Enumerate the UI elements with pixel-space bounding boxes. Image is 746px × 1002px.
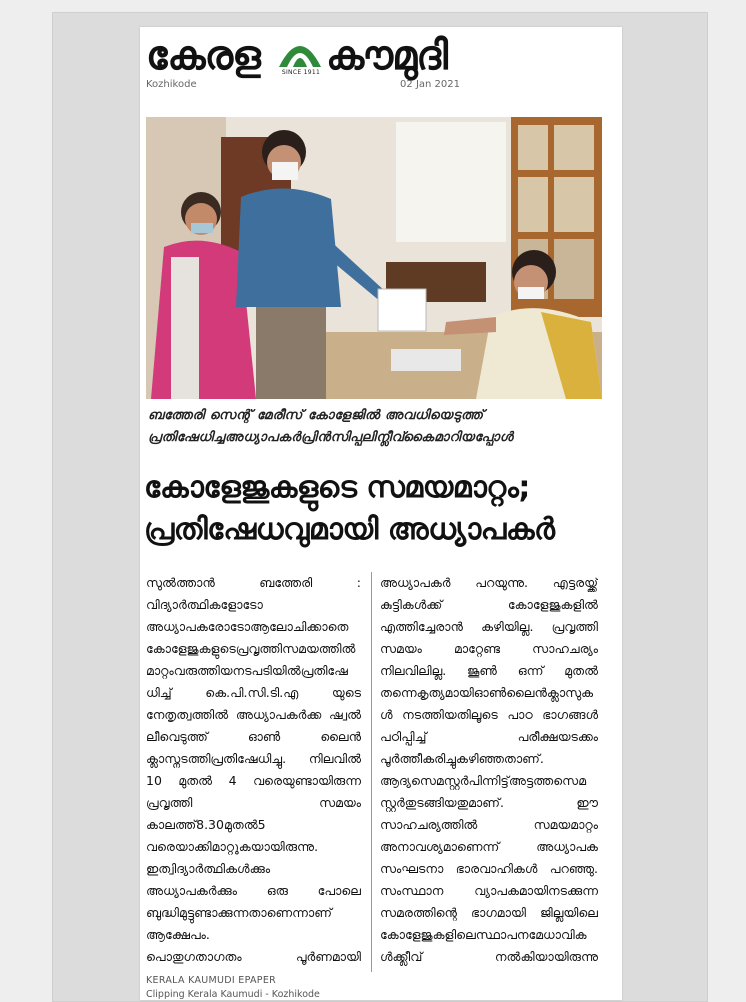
photo-caption xyxy=(148,405,604,449)
photo-caption-line1: ബത്തേരി സെന്റ് മേരീസ് കോളേജിൽ അവധിയെടുത്ത് xyxy=(148,408,484,423)
article-paragraph: സുൽത്താൻ ബത്തേരി : വിദ്യാർത്ഥികളോടോ അധ്യാപകരോടോആലോചിക്കാതെകോളേജുകളുടെപ്രവൃത്തിസമയത്തിൽമാറ്റംവരുത്തിയനടപടിയിൽപ്രതിഷേധിച്ച് കെ.പി.സി.ടി.എ യുടെ നേതൃത്വത്തിൽ അധ്യാപകർക്ക ഷ്വൽ ലീവെടുത്ത് ഓൺ ലൈൻ ക്ലാസ്നടത്തിപ്രതിഷേധിച്ചു. നിലവിൽ 10 മുതൽ 4 വരെയുണ്ടായിരുന്ന പ്രവൃത്തി സമയം കാലത്ത്8.30മുതൽ5 വരെയാക്കിമാറ്റുകയായിരുന്നു. ഇത്വിദ്യാർത്ഥികൾക്കും അധ്യാപകർക്കും ഒരു പോലെ ബുദ്ധിമുട്ടുണ്ടാക്കുന്നതാണെന്നാണ് ആക്ഷേപം. xyxy=(146,575,361,942)
headline-line2: പ്രതിഷേധവുമായി അധ്യാപകർ xyxy=(144,512,555,547)
headline-line1: കോളേജുകളുടെ സമയമാറ്റം; xyxy=(144,470,530,505)
masthead-name-left: കേരള xyxy=(146,33,260,79)
headline xyxy=(144,467,614,551)
edition-label: Kozhikode xyxy=(146,79,197,90)
news-photo xyxy=(146,117,602,399)
article-paragraph: പൊതുഗതാഗതം പൂർണമായി xyxy=(146,949,361,964)
masthead xyxy=(140,27,622,115)
article-column-right xyxy=(380,572,598,972)
since-text: SINCE 1911 xyxy=(281,69,321,76)
newspaper-clipping xyxy=(140,27,622,1000)
column-divider xyxy=(371,572,372,972)
footer-clipping: Clipping Kerala Kaumudi - Kozhikode xyxy=(146,989,320,1000)
masthead-name-right: കൗമുദി xyxy=(326,33,448,79)
photo-caption-line2: പ്രതിഷേധിച്ചഅധ്യാപകർപ്രിൻസിപ്പലിന്ലീവ്കൈമാറിയപ്പോൾ xyxy=(148,430,514,445)
article-paragraph: അധ്യാപകർ പറയുന്നു. എട്ടരയ്ക്ക് കുട്ടികൾക്ക് കോളേജുകളിൽ എത്തിച്ചേരാൻ കഴിയില്ല. പ്രവൃത്തി സമയം മാറ്റേണ്ട സാഹചര്യം നിലവിലില്ല. ജൂൺ ഒന്ന് മുതൽ തന്നെകൃത്യമായിഓൺലൈൻക്ലാസുകൾ നടത്തിയതിലൂടെ പാഠ ഭാഗങ്ങൾ പഠിപ്പിച്ച് പരീക്ഷയടക്കം പൂർത്തീകരിച്ചുകഴിഞ്ഞതാണ്. ആദ്യസെമസ്റ്റർപിന്നിട്ട്അട്ടത്തസെമസ്റ്റർതുടങ്ങിയതുമാണ്. ഈ സാഹചര്യത്തിൽ സമയമാറ്റം അനാവശ്യമാണെന്ന് അധ്യാപക സംഘടനാ ഭാരവാഹികൾ പറഞ്ഞു. സംസ്ഥാന വ്യാപകമായിനടക്കുന്ന സമരത്തിന്റെ ഭാഗമായി ജില്ലയിലെ കോളേജുകളിലെസ്ഥാപനമേധാവികൾക്ക്ലീവ് നൽകിയായിരുന്നു xyxy=(380,575,598,964)
edition-date: 02 Jan 2021 xyxy=(400,79,460,90)
article-column-left xyxy=(146,572,361,972)
footer-source: KERALA KAUMUDI EPAPER xyxy=(146,975,277,986)
